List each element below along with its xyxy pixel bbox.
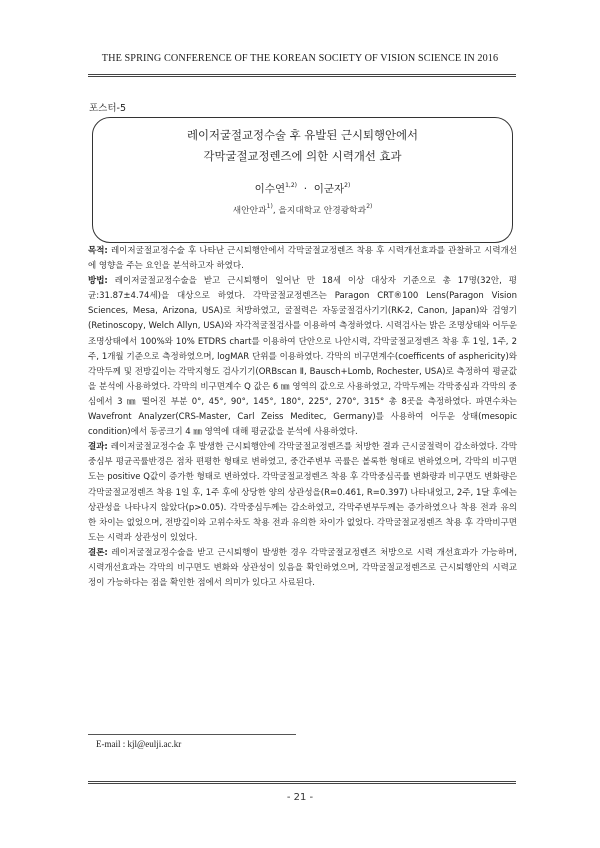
results-label: 결과: xyxy=(88,442,108,453)
header-rule xyxy=(88,74,516,75)
author-2-affiliation-mark: 2) xyxy=(344,182,351,189)
results-paragraph xyxy=(88,440,517,546)
affiliation-list xyxy=(93,203,512,216)
objective-paragraph xyxy=(88,244,517,274)
affiliation-2: 을지대학교 안경광학과 xyxy=(278,206,367,216)
footer-rule xyxy=(88,781,516,782)
affiliation-1-mark: 1) xyxy=(266,203,273,210)
author-2: 이군자 xyxy=(313,183,345,195)
methods-text: 레이저굴절교정수술을 받고 근시퇴행이 일어난 만 18세 이상 대상자 기준으로 총 17명(32안, 평균:31.87±4.74세)을 대상으로 하였다. 각막굴절교정렌즈는 Paragon CRT®100 Lens(Paragon Vision Sciences, Mesa, Arizona, USA)로 처방하였고, 굴절력은 자동굴절검사기기(RK-2, Canon, Japan)와 검영기(Retinoscopy, Welch Allyn, USA)와 자각적굴절검사를 이용하여 측정하였다. 시력검사는 밝은 조명상태와 어두운 조명상태에서 100%와 10% ETDRS chart를 이용하여 단안으로 나안시력, 각막굴절교정렌즈 착용 후 1일, 1주, 2주, 1개월 기준으로 측정하였으며, logMAR 단위를 이용하였다. 각막의 비구면계수(coefficents of asphericity)와 각막두께 및 전방깊이는 각막지형도 검사기기(ORBscan Ⅱ, Bausch+Lomb, Rochester, USA)로 측정하여 평균값을 분석에 사용하였다. 각막의 비구면계수 Q 값은 6 ㎜ 영역의 값으로 사용하였고, 각막두께는 각막중심과 각막의 중심에서 3 ㎜ 떨어진 부분 0°, 45°, 90°, 145°, 180°, 225°, 270°, 315° 총 8곳을 측정하였다. 파면수차는 Wavefront Analyzer(CRS-Master, Carl Zeiss Meditec, Germany)를 사용하여 어두운 상태(mesopic condition)에서 동공크기 4 ㎜ 영역에 대해 평균값을 분석에 사용하였다. xyxy=(88,276,517,438)
conference-header-title: THE SPRING CONFERENCE OF THE KOREAN SOCIETY OF VISION SCIENCE IN 2016 xyxy=(101,53,499,64)
header-rule-secondary xyxy=(88,76,516,77)
author-1-affiliation-mark: 1,2) xyxy=(285,182,297,189)
paper-title-line-1: 레이저굴절교정수술 후 유발된 근시퇴행안에서 xyxy=(187,128,418,142)
footnote-rule xyxy=(88,734,296,735)
abstract-body xyxy=(88,244,517,591)
title-box xyxy=(92,117,513,243)
author-separator: · xyxy=(303,183,308,195)
poster-label: 포스터-5 xyxy=(89,103,127,114)
author-1: 이수연 xyxy=(254,183,286,195)
methods-paragraph xyxy=(88,274,517,440)
affiliation-separator: , xyxy=(272,206,279,216)
conclusion-paragraph xyxy=(88,546,517,591)
paper-title-line-2: 각막굴절교정렌즈에 의한 시력개선 효과 xyxy=(203,149,402,163)
conclusion-text: 레이저굴절교정수술을 받고 근시퇴행이 발생한 경우 각막굴절교정렌즈 처방으로 시력 개선효과가 가능하며, 시력개선효과는 각막의 비구면도 변화와 상관성이 있음을 확인하였으며, 각막굴절교정렌즈로 근시퇴행안의 시력교정이 가능하다는 점을 확인한 점에서 의미가 있다고 사료된다. xyxy=(88,547,517,589)
results-text: 레이저굴절교정수술 후 발생한 근시퇴행안에 각막굴절교정렌즈를 처방한 결과 근시굴절력이 감소하였다. 각막중심부 평균곡률반경은 점차 편평한 형태로 변하였고, 중간주변부 곡률은 볼록한 형태로 변하였으며, 각막의 비구면도는 positive Q값이 증가한 형태로 변하였다. 각막굴절교정렌즈 착용 후 각막중심곡률 변화량과 비구면도 변화량은 각막굴절교정렌즈 착용 1일 후, 1주 후에 상당한 양의 상관성을(R=0.461, R=0.397) 나타내었고, 2주, 1달 후에는 상관성을 나타나지 않았다(p>0.05). 각막중심두께는 감소하였고, 각막주변부두께는 증가하였으나 착용 전과 유의한 차이는 없었으며, 전방깊이와 고위수차도 착용 전과 유의한 차이가 없었다. 각막굴절교정렌즈 착용 후 각막비구면도는 시력과 상관성이 있었다. xyxy=(88,442,517,543)
objective-label: 목적: xyxy=(88,246,108,256)
corresponding-email: E-mail : kjl@eulji.ac.kr xyxy=(96,739,182,749)
objective-text: 레이저굴절교정수술 후 나타난 근시퇴행안에서 각막굴절교정렌즈 착용 후 시력개선효과를 관찰하고 시력개선에 영향을 주는 요인을 분석하고자 하였다. xyxy=(88,246,517,272)
conclusion-label: 결론: xyxy=(88,547,108,558)
page-number: - 21 - xyxy=(286,792,314,803)
author-list xyxy=(93,181,512,196)
methods-label: 방법: xyxy=(88,276,108,287)
affiliation-1: 새안안과 xyxy=(232,206,267,216)
footer-rule-secondary xyxy=(88,783,516,784)
affiliation-2-mark: 2) xyxy=(366,203,373,210)
